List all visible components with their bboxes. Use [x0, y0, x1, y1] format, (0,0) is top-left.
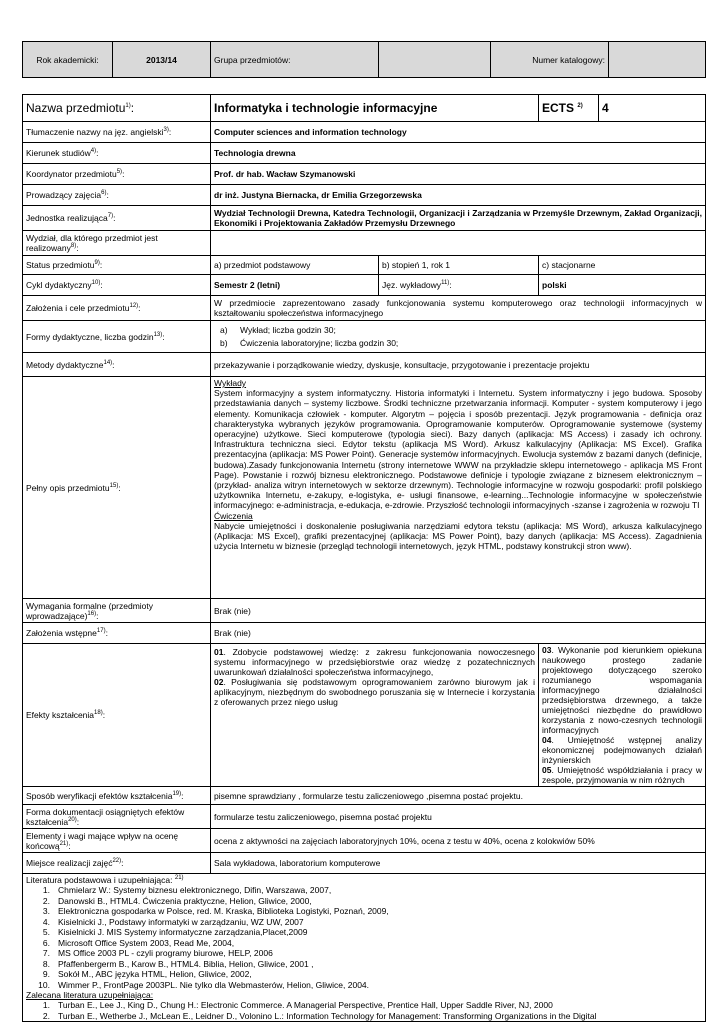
language-label: Jęz. wykładowy$^{11)}$:	[379, 275, 539, 296]
catalog-number-label: Numer katalogowy:	[491, 42, 609, 78]
status-level: b) stopień 1, rok 1	[379, 256, 539, 275]
faculty-label: Wydział, dla którego przedmiot jest realizowany$^{8)}$:	[23, 231, 211, 256]
course-name-value: Informatyka i technologie informacyjne	[211, 95, 539, 122]
status-mode: c) stacjonarne	[539, 256, 706, 275]
literature-item: 3. Elektroniczna gospodarka w Polsce, red. M. Kraska, Biblioteka Logistyki, Poznań, 2009,	[42, 906, 389, 916]
literature-item: 5. Kisielnicki J. MIS Systemy informatyczne zarządzania,Placet,2009	[42, 927, 308, 937]
literature-item: 2. Turban E., Wetherbe J., McLean E., Leidner D., Volonino L.: Information Technology for Management: Transforming Organizations in the Digital	[42, 1010, 597, 1021]
goals-label: Założenia i cele przedmiotu$^{12)}$:	[23, 296, 211, 321]
grading-value: ocena z aktywności na zajęciach laboratoryjnych 10%, ocena z testu w 40%, ocena z kolokwiów 50%	[211, 829, 706, 853]
cycle-label: Cykl dydaktyczny$^{10)}$:	[23, 275, 211, 296]
exercises-text: Nabycie umiejętności i doskonalenie posługiwania narzędziami edytora tekstu (aplikacja: MS Word), arkusza kalkulacyjnego (Aplikacja: MS Excel), grafiki prezentacyjnej (aplikacja: MS Power Point), bazy danych (aplikacja: MS Access). Zagadnienia użycia Internetu w biznesie (przegląd technologii internetowych, język HTML, podstawy konstrukcji stron www).	[214, 520, 703, 552]
literature-list	[26, 885, 702, 990]
verification-value: pisemne sprawdziany , formularze testu zaliczeniowego ,pisemna postać projektu.	[211, 787, 706, 805]
grading-label: Elementy i wagi mające wpływ na ocenę końcową$^{21)}$:	[23, 829, 211, 853]
literature-item: 9. Sokół M., ABC języka HTML, Helion, Gliwice, 2002,	[42, 969, 252, 979]
coordinator-label: Koordynator przedmiotu$^{5)}$:	[23, 164, 211, 185]
course-group-label: Grupa przedmiotów:	[211, 42, 379, 78]
literature-item: 4. Kisielnicki J., Podstawy informatyki w zarządzaniu, WZ UW, 2007	[42, 916, 304, 927]
academic-year-label: Rok akademicki:	[23, 42, 113, 78]
unit-value: Wydział Technologii Drewna, Katedra Technologii, Organizacji i Zarządzania w Przemyśle Drzewnym, Zakład Organizacji, Ekonomiki i Projektowania Zakładów Przemysłu Drzewnego	[211, 206, 706, 231]
instructors-label: Prowadzący zajęcia$^{6)}$:	[23, 185, 211, 206]
lectures-heading: Wykłady	[214, 378, 247, 388]
documentation-label: Forma dokumentacji osiągniętych efektów kształcenia$^{20)}$:	[23, 805, 211, 829]
cycle-value: Semestr 2 (letni)	[211, 275, 379, 296]
teaching-form-lecture: a) Wykład; liczba godzin 30;	[220, 325, 336, 335]
teaching-forms-label: Formy dydaktyczne, liczba godzin$^{13)}$:	[23, 321, 211, 353]
ects-value: 4	[599, 95, 706, 122]
teaching-form-lab: b) Ćwiczenia laboratoryjne; liczba godzin 30;	[220, 338, 399, 348]
outcome-item: 04. Umiejętność wstępnej analizy ekonomicznej podejmowanych działań inżynierskich	[542, 735, 703, 765]
methods-label: Metody dydaktyczne$^{14)}$:	[23, 353, 211, 377]
outcomes-right	[539, 644, 706, 787]
ects-label: ECTS $^{2)}$	[539, 95, 599, 122]
faculty-value	[211, 231, 706, 256]
outcome-item: 01. Zdobycie podstawowej wiedzę: z zakresu funkcjonowania nowoczesnego systemu informacyjnego w przedsiębiorstwie oraz wiedzę z pozatechnicznych uwarunkowań działalności społeczeństwa informacyjnego,	[214, 647, 536, 677]
methods-value: przekazywanie i porządkowanie wiedzy, dyskusje, konsultacje, przygotowanie i prezentacje projektu	[211, 353, 706, 377]
course-group-value	[379, 42, 491, 78]
verification-label: Sposób weryfikacji efektów kształcenia$^{19)}$:	[23, 787, 211, 805]
teaching-forms-value	[211, 321, 706, 353]
field-of-study-value: Technologia drewna	[211, 143, 706, 164]
assumptions-label: Założenia wstępne$^{17)}$:	[23, 623, 211, 644]
outcome-item: 03. Wykonanie pod kierunkiem opiekuna naukowego prostego zadanie projektowego dotyczącego szeroko rozumianego wspomagania informacyjnego działalności przedsiębiorstwa drzewnego, a także umiejętności niezbędne do prawidłowo korzystania z nowo-czesnych technologii informacyjnych	[542, 645, 703, 735]
literature-item: 10. Wimmer P., FrontPage 2003PL. Nie tylko dla Webmasterów, Helion, Gliwice, 2004.	[38, 979, 370, 990]
field-of-study-label: Kierunek studiów$^{4)}$:	[23, 143, 211, 164]
instructors-value: dr inż. Justyna Biernacka, dr Emilia Grzegorzewska	[211, 185, 706, 206]
course-name-label: Nazwa przedmiotu$^{1)}$:	[23, 95, 211, 122]
literature-item: 2. Danowski B., HTML4. Ćwiczenia praktyczne, Helion, Gliwice, 2000,	[42, 895, 312, 906]
literature-item: 1. Chmielarz W.: Systemy biznesu elektronicznego, Difin, Warszawa, 2007,	[42, 885, 332, 895]
lectures-text: System informacyjny a system informatyczny. Historia informatyki i Internetu. System informatyczny i jego budowa. Sposoby przedstawiania danych – systemy liczbowe. Środki techniczne przetwarzania informacji. Komputer - system komputerowy i jego elementy. Komunikacja człowiek - komputer. Algorytm – pojęcia i sposób prezentacji. Język programowania - definicja oraz charakterystyka wybranych języków programowania. Oprogramowanie komputerów. Oprogramowanie systemowe (systemy operacyjne) użytkowe. Sieci komputerowe (typologia sieci). Bazy danych (aplikacja: MS Access) i zasady ich ochrony. Infrastruktura techniczna sieci. Edytor tekstu (aplikacja MS Word). Arkusz kalkulacyjny (Aplikacja: MS Excel). Grafika prezentacyjna (aplikacja: MS Power Point). Generacje systemów informacyjnych. Ewolucja systemów z bazami danych (definicje, budowa).Zasady funkcjonowania Internetu (strony internetowe WWW na przykładzie sklepu internetowego - aplikacja MS Front Page). Powstanie i rozwój biznesu elektronicznego. Podstawowe definicje i typologie związane z biznesem elektronicznym –(przykład- analiza witryn internetowych w sektorze drzewnym). Technologie informacyjne w rozwoju gospodarki: profil polskiego użytkownika Internetu, e-zakupy, e-logistyka, e- usługi finansowe, e-learning...Technologie informacyjne w społeczeństwie informacyjnego: e-administracja, e-edukacja, e-zdrowie. Przyszłość technologii informacyjnych -szanse i zagrożenia w rozwoju TI	[214, 388, 703, 511]
prerequisites-label: Wymagania formalne (przedmioty wprowadzające)$^{16)}$:	[23, 599, 211, 623]
status-label: Status przedmiotu$^{9)}$:	[23, 256, 211, 275]
extra-literature-list	[26, 1000, 702, 1021]
prerequisites-value: Brak (nie)	[211, 599, 706, 623]
documentation-value: formularze testu zaliczeniowego, pisemna postać projektu	[211, 805, 706, 829]
assumptions-value: Brak (nie)	[211, 623, 706, 644]
literature-item: 6. Microsoft Office System 2003, Read Me, 2004,	[42, 937, 235, 948]
academic-year-value: 2013/14	[113, 42, 211, 78]
literature-item: 1. Turban E., Lee J., King D., Chung H.: Electronic Commerce. A Managerial Perspective, Prentice Hall, Upper Saddle River, NJ, 2000	[42, 1000, 553, 1010]
course-name-row	[23, 95, 706, 122]
coordinator-value: Prof. dr hab. Wacław Szymanowski	[211, 164, 706, 185]
header-table	[22, 41, 706, 78]
translation-label: Tłumaczenie nazwy na jęz. angielski$^{3)}$:	[23, 122, 211, 143]
unit-label: Jednostka realizująca$^{7)}$:	[23, 206, 211, 231]
course-sheet-table	[22, 94, 706, 1022]
description-value	[211, 377, 706, 599]
literature-item: 8. Pfaffenbergerm B., Karow B., HTML4. Biblia, Helion, Gliwice, 2001 ,	[42, 958, 314, 969]
outcome-item: 02. Posługiwania się podstawowym oprogramowaniem zarówno biurowym jak i aplikacyjnym, niezbędnym do swobodnego poruszania się w Internecie i korzystania z oferowanych przez niego usług	[214, 677, 536, 707]
extra-literature-heading: Zalecana literatura uzupełniająca:	[26, 990, 154, 1000]
translation-value: Computer sciences and information technology	[211, 122, 706, 143]
catalog-number-value	[609, 42, 706, 78]
outcomes-left	[211, 644, 539, 787]
status-type: a) przedmiot podstawowy	[211, 256, 379, 275]
language-value: polski	[539, 275, 706, 296]
literature-item: 7. MS Office 2003 PL - czyli programy biurowe, HELP, 2006	[42, 948, 273, 958]
location-value: Sala wykładowa, laboratorium komputerowe	[211, 853, 706, 874]
outcomes-label: Efekty kształcenia$^{18)}$:	[23, 644, 211, 787]
location-label: Miejsce realizacji zajęć$^{22)}$:	[23, 853, 211, 874]
goals-value: W przedmiocie zaprezentowano zasady funkcjonowania systemu komputerowego oraz technologii informacyjnych w kształtowaniu społeczeństwa informacyjnego	[211, 296, 706, 321]
outcome-item: 05. Umiejętność współdziałania i pracy w zespole, przyjmowania w nim różnych	[542, 765, 703, 785]
description-label: Pełny opis przedmiotu$^{15)}$:	[23, 377, 211, 599]
exercises-heading: Ćwiczenia	[214, 510, 253, 521]
literature-cell	[23, 874, 706, 1022]
literature-heading: Literatura podstawowa i uzupełniająca: $^{21)}$	[26, 875, 184, 885]
